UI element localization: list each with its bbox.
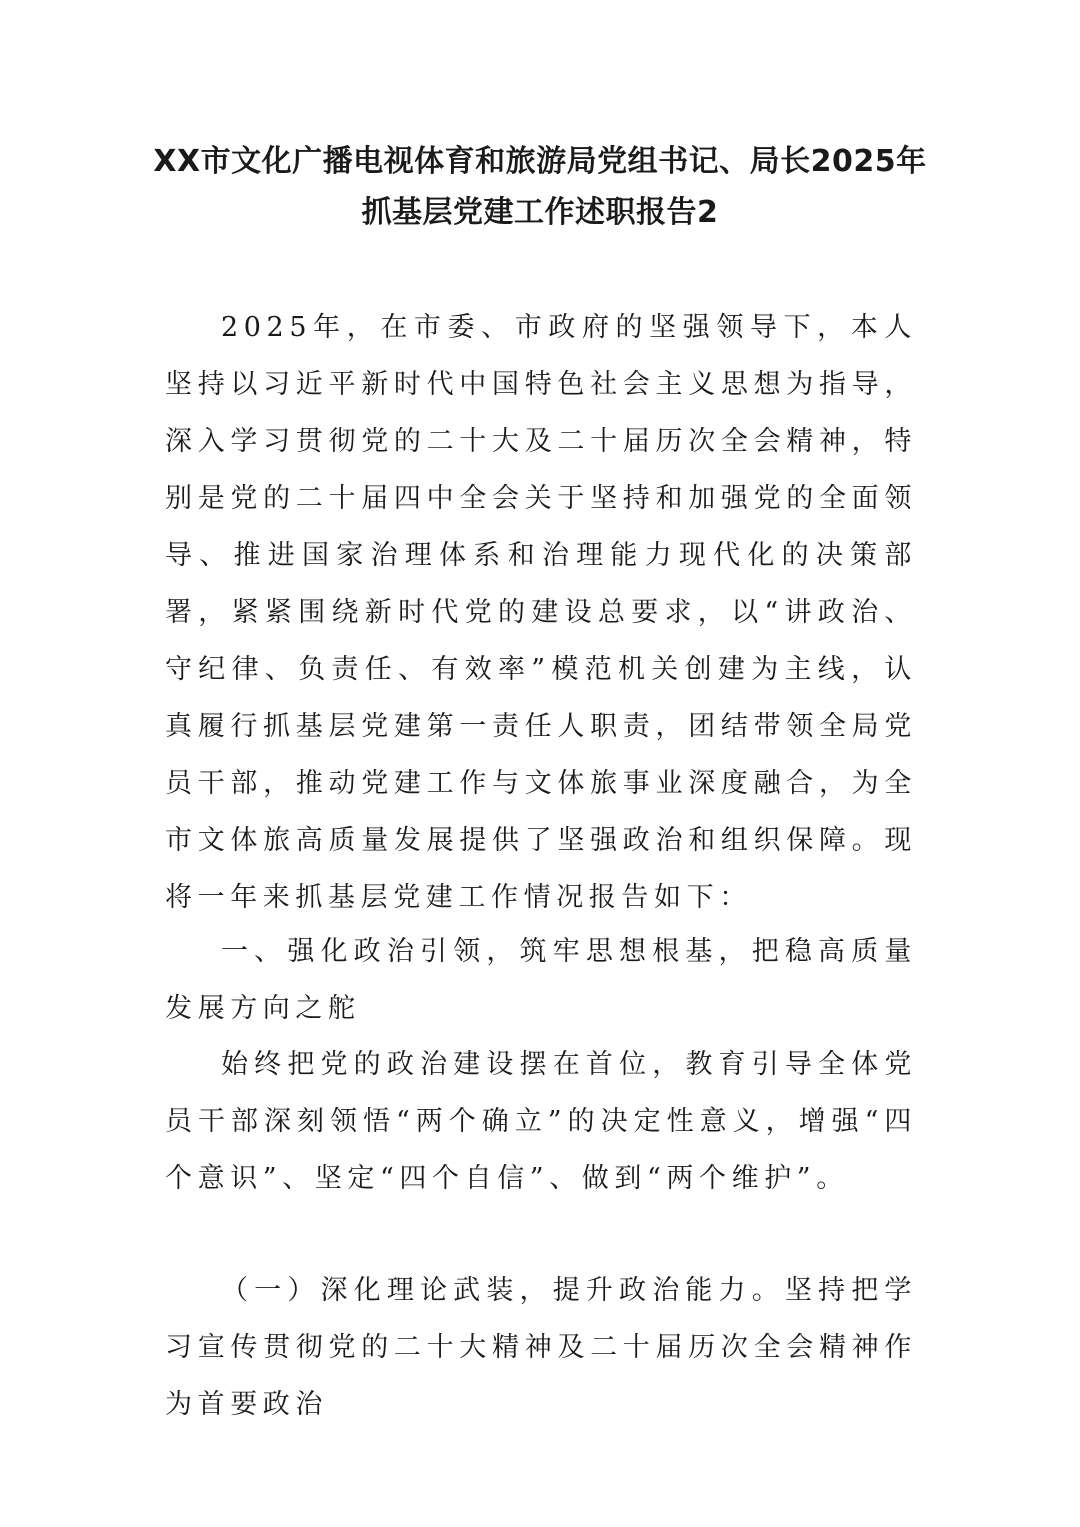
section-1-paragraph: 始终把党的政治建设摆在首位，教育引导全体党员干部深刻领悟“两个确立”的决定性意义，增强“四个意识”、坚定“四个自信”、做到“两个维护”。: [165, 1049, 917, 1194]
subsection-1-paragraph: （一）深化理论武装，提升政治能力。坚持把学习宣传贯彻党的二十大精神及二十届历次全会精神作为首要政治: [165, 1275, 917, 1420]
intro-paragraph: 2025年，在市委、市政府的坚强领导下，本人坚持以习近平新时代中国特色社会主义思想为指导，深入学习贯彻党的二十大及二十届历次全会精神，特别是党的二十届四中全会关于坚持和加强党的全面领导、推进国家治理体系和治理能力现代化的决策部署，紧紧围绕新时代党的建设总要求，以“讲政治、守纪律、负责任、有效率”模范机关创建为主线，认真履行抓基层党建第一责任人职责，团结带领全局党员干部，推动党建工作与文体旅事业深度融合，为全市文体旅高质量发展提供了坚强政治和组织保障。现将一年来抓基层党建工作情况报告如下：: [165, 312, 917, 913]
document-title: XX市文化广播电视体育和旅游局党组书记、局长2025年抓基层党建工作述职报告2: [153, 144, 927, 230]
section-heading-1: 一、强化政治引领，筑牢思想根基，把稳高质量发展方向之舵: [165, 936, 917, 1024]
